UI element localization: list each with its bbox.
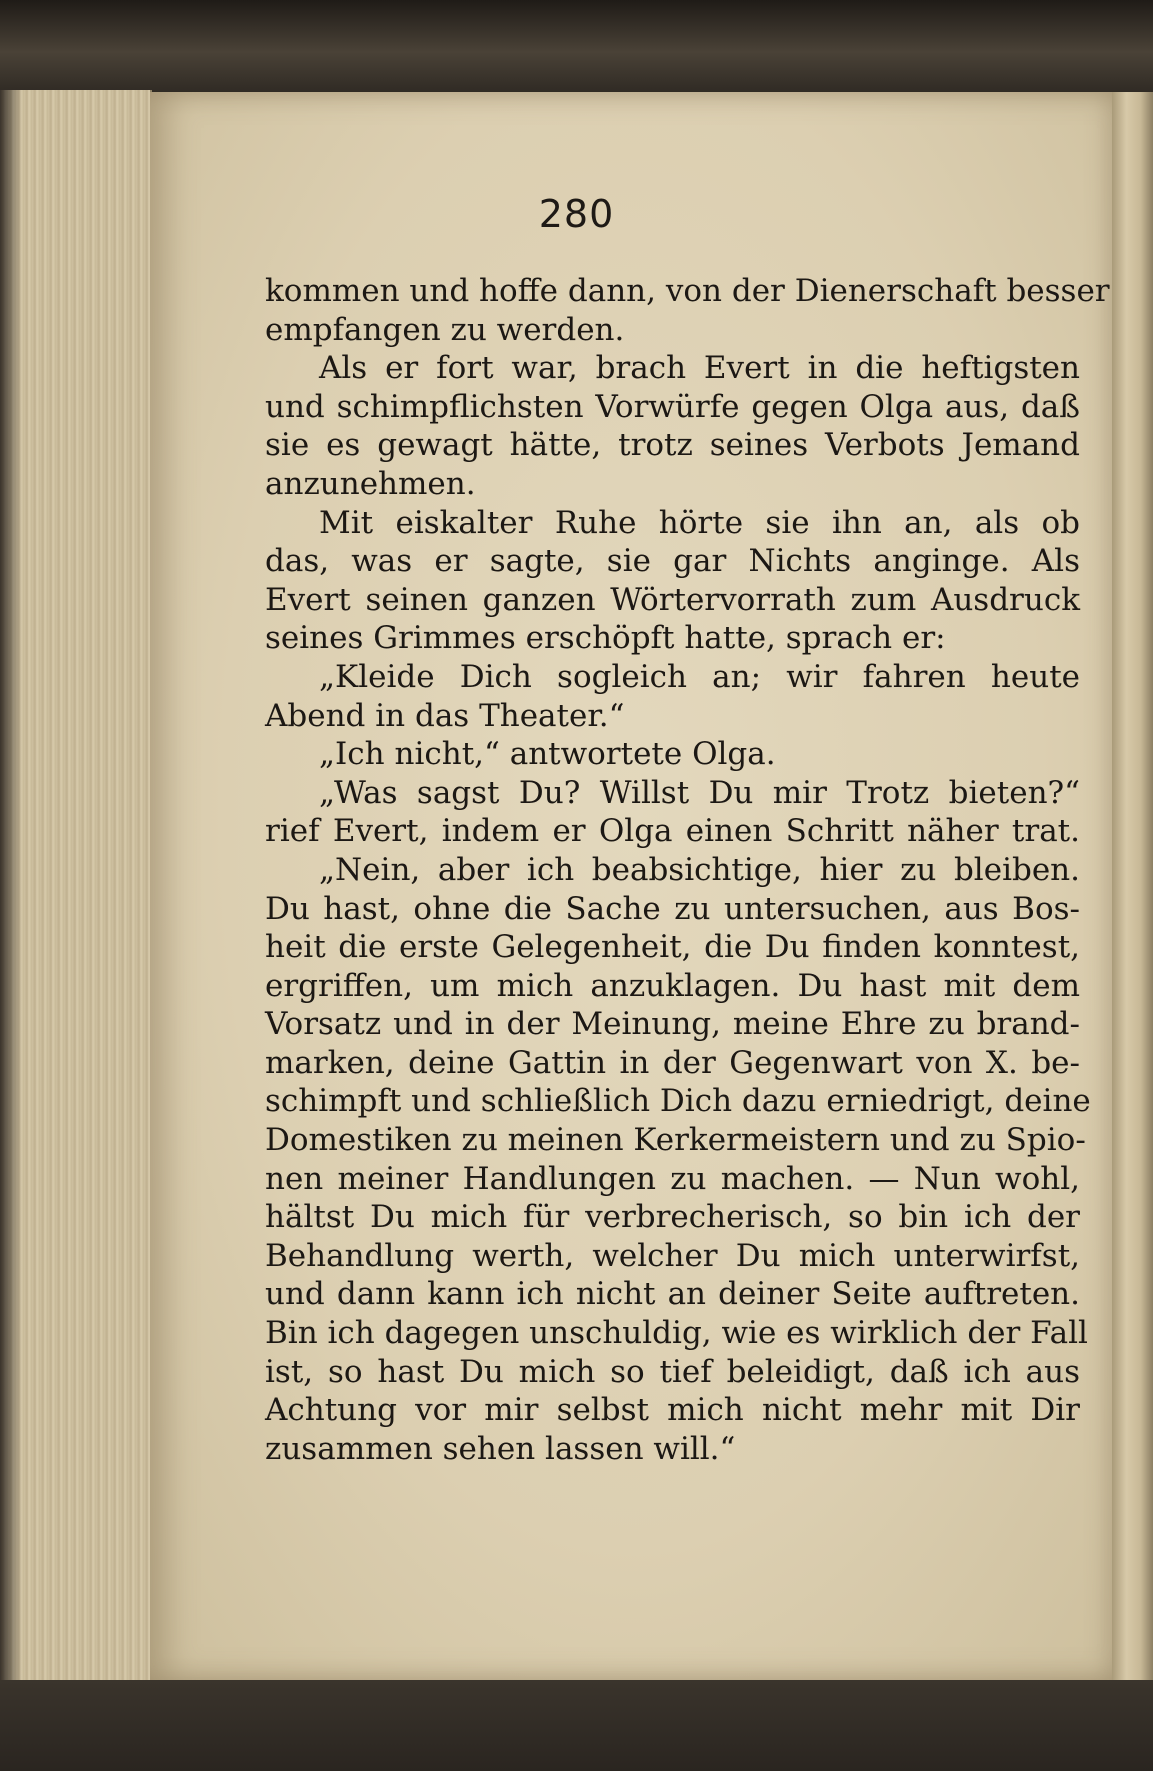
text-line: hältst Du mich für verbrecherisch, so bin ich der [265,1199,1080,1236]
text-line: „Kleide Dich sogleich an; wir fahren heute [319,658,1080,695]
text-line: Domestiken zu meinen Kerkermeistern und zu Spio- [265,1122,1086,1159]
text-line: das, was er sagte, sie gar Nichts anginge. Als [265,543,1080,580]
text-line: Vorsatz und in der Meinung, meine Ehre zu brand- [265,1006,1080,1043]
text-line: „Was sagst Du? Willst Du mir Trotz bieten?“ [319,774,1080,811]
text-line: „Nein, aber ich beabsichtige, hier zu bleiben. [319,851,1080,888]
text-line: rief Evert, indem er Olga einen Schritt näher trat. [265,813,1080,850]
text-line: Du hast, ohne die Sache zu untersuchen, aus Bos- [265,890,1080,927]
right-page-edge [1112,92,1153,1680]
text-line: zusammen sehen lassen will.“ [265,1430,736,1467]
left-page-stack [0,90,152,1690]
book-top-edge [0,0,1153,95]
text-line: Behandlung werth, welcher Du mich unterwirfst, [265,1237,1080,1274]
text-line: sie es gewagt hätte, trotz seines Verbots Jemand [265,427,1080,464]
book-bottom-edge [0,1680,1153,1771]
body-text [265,272,1110,1468]
text-line: Evert seinen ganzen Wörtervorrath zum Ausdruck [265,581,1080,618]
text-line: kommen und hoffe dann, von der Dienerschaft besser [265,273,1110,309]
text-line: marken, deine Gattin in der Gegenwart von X. be- [265,1044,1080,1081]
text-line: und dann kann ich nicht an deiner Seite auftreten. [265,1276,1080,1313]
text-line: Achtung vor mir selbst mich nicht mehr mit Dir [265,1392,1080,1429]
text-line: Bin ich dagegen unschuldig, wie es wirklich der Fall [265,1315,1088,1352]
text-line: anzunehmen. [265,465,476,502]
text-line: ergriffen, um mich anzuklagen. Du hast mit dem [265,967,1080,1004]
spine-shadow [0,90,22,1690]
text-line: heit die erste Gelegenheit, die Du finden konntest, [265,929,1080,966]
text-line: ist, so hast Du mich so tief beleidigt, daß ich aus [265,1353,1080,1390]
text-line: und schimpflichsten Vorwürfe gegen Olga aus, daß [265,388,1080,425]
page-number: 280 [538,192,615,236]
text-line: nen meiner Handlungen zu machen. — Nun wohl, [265,1160,1080,1197]
text-line: seines Grimmes erschöpft hatte, sprach er: [265,620,946,657]
text-line: Abend in das Theater.“ [265,697,625,734]
text-line: „Ich nicht,“ antwortete Olga. [319,736,776,773]
text-line: Mit eiskalter Ruhe hörte sie ihn an, als ob [319,504,1080,541]
text-line: schimpft und schließlich Dich dazu erniedrigt, deine [265,1083,1091,1120]
text-line: Als er fort war, brach Evert in die heftigsten [319,350,1080,387]
text-line: empfangen zu werden. [265,311,625,348]
